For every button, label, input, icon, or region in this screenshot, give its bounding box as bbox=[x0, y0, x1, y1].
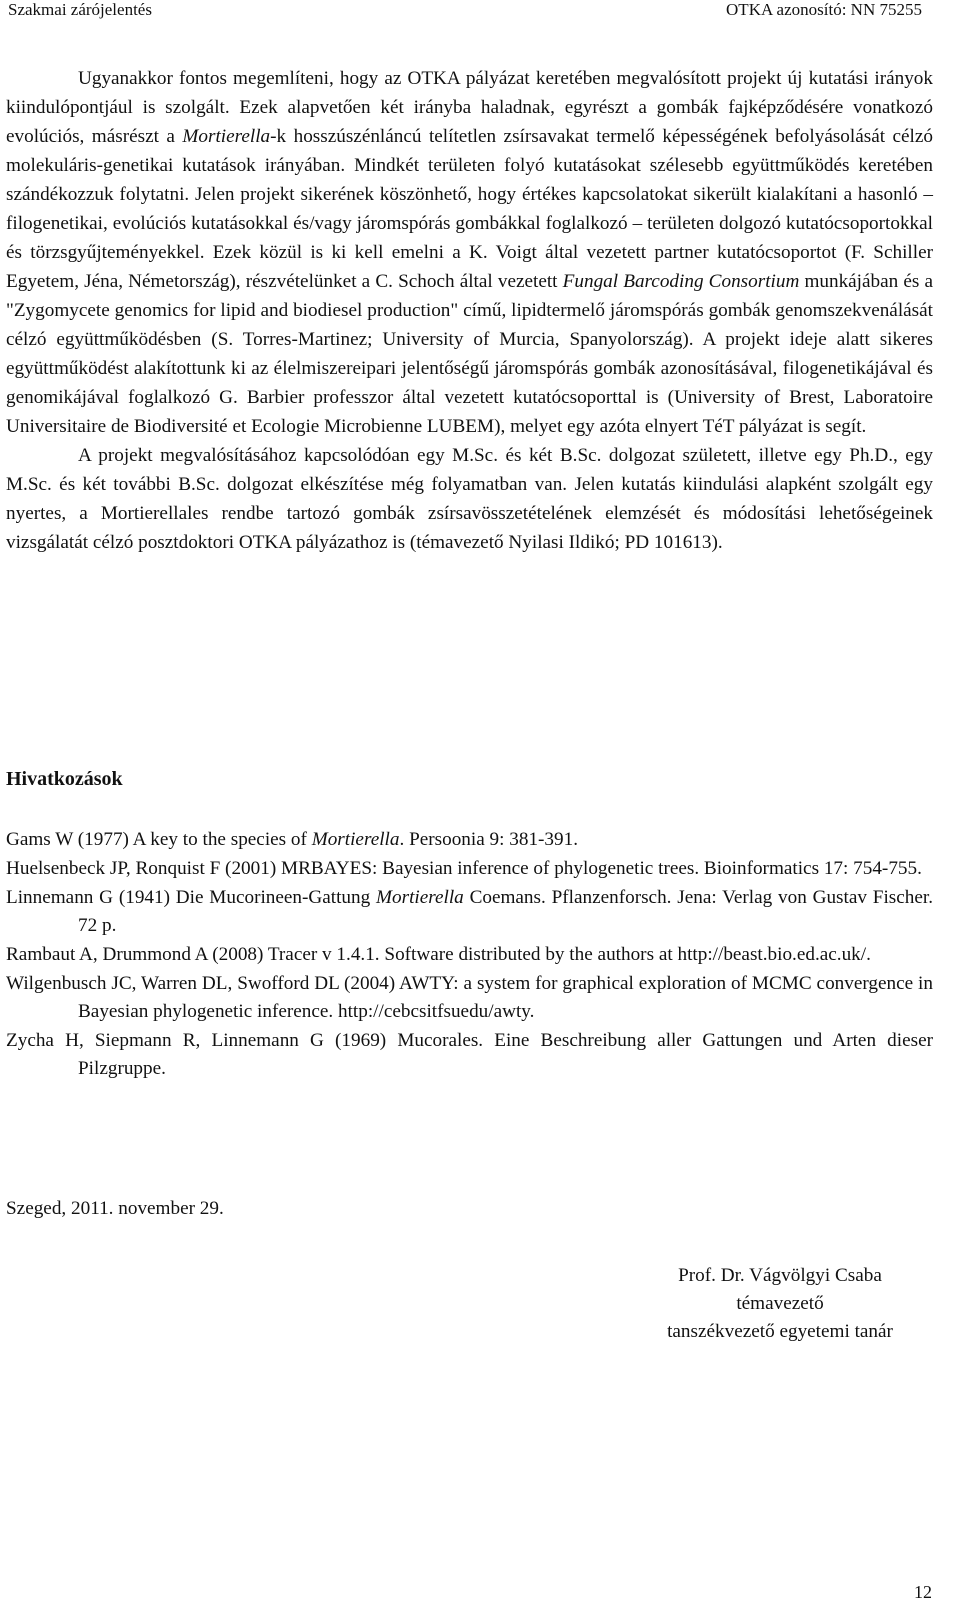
reference-italic: Mortierella bbox=[376, 887, 464, 908]
report-body bbox=[6, 64, 933, 557]
paragraph-theses: A projekt megvalósításához kapcsolódóan egy M.Sc. és két B.Sc. dolgozat született, illetve egy Ph.D., egy M.Sc. és két további B.Sc. dolgozat elkészítése még folyamatban van. Jelen kutatás kiindulási alapként szolgált egy nyertes, a Mortierellales rendbe tartozó gombák zsírsavösszetételének elemzését és módosítási lehetőségeinek vizsgálatát célzó posztdoktori OTKA pályázathoz is (témavezető Nyilasi Ildikó; PD 101613). bbox=[6, 445, 933, 553]
paragraph-collaborations bbox=[6, 64, 933, 441]
page-number: 12 bbox=[914, 1582, 932, 1602]
references-heading: Hivatkozások bbox=[6, 768, 123, 790]
reference-text: Coemans. Pflanzenforsch. Jena: Verlag von Gustav Fischer. 72 p. bbox=[78, 887, 933, 936]
signatory-name: Prof. Dr. Vágvölgyi Csaba bbox=[678, 1265, 882, 1286]
header-report-type: Szakmai zárójelentés bbox=[8, 0, 152, 19]
reference-italic: Mortierella bbox=[311, 829, 400, 850]
reference-text: Gams W (1977) A key to the species of bbox=[6, 829, 312, 850]
signatory-position: tanszékvezető egyetemi tanár bbox=[667, 1321, 893, 1342]
reference-item bbox=[6, 970, 933, 1026]
reference-item bbox=[6, 855, 933, 883]
reference-text: Zycha H, Siepmann R, Linnemann G (1969) Mucorales. Eine Beschreibung aller Gattungen und Arten dieser Pilzgruppe. bbox=[6, 1030, 933, 1079]
reference-item bbox=[6, 941, 933, 969]
text-run: Ugyanakkor fontos megemlíteni, hogy az OTKA pályázat keretében megvalósított projekt új kutatási irányok kiindulópontjául is szolgált. Ezek alapvetően két irányba haladnak, egyrészt a gombák fajképződésére vonatkozó evolúciós, másrészt a bbox=[6, 68, 933, 147]
place-and-date: Szeged, 2011. november 29. bbox=[6, 1198, 224, 1219]
reference-item bbox=[6, 884, 933, 940]
italic-consortium: Fungal Barcoding Consortium bbox=[562, 271, 800, 292]
reference-item bbox=[6, 826, 933, 854]
italic-genus: Mortierella bbox=[182, 126, 271, 147]
reference-item bbox=[6, 1027, 933, 1083]
reference-text: Rambaut A, Drummond A (2008) Tracer v 1.4.1. Software distributed by the authors at http://beast.bio.ed.ac.uk/. bbox=[6, 944, 871, 965]
text-run: munkájában és a "Zygomycete genomics for lipid and biodiesel production" című, lipidtermelő járomspórás gombák genomszekvenálását célzó együttműködésben (S. Torres-Martinez; University of Murcia, Spanyolország). A projekt ideje alatt sikeres együttműködést alakítottunk ki az élelmiszereipari jelentőségű járomspórás gombák azonosításával, filogenetikájával és genomikájával foglalkozó G. Barbier professzor által vezetett kutatócsoporttal is (University of Brest, Laboratoire Universitaire de Biodiversité et Ecologie Microbienne LUBEM), melyet egy azóta elnyert TéT pályázat is segít. bbox=[6, 271, 934, 437]
reference-text: Huelsenbeck JP, Ronquist F (2001) MRBAYES: Bayesian inference of phylogenetic trees. Bioinformatics 17: 754-755. bbox=[6, 858, 922, 879]
reference-text: Wilgenbusch JC, Warren DL, Swofford DL (2004) AWTY: a system for graphical exploration of MCMC convergence in Bayesian phylogenetic inference. http://cebcsitfsuedu/awty. bbox=[6, 973, 933, 1022]
reference-text: . Persoonia 9: 381-391. bbox=[399, 829, 579, 850]
references-list bbox=[6, 826, 933, 1084]
signature-block bbox=[600, 1262, 960, 1346]
text-run: -k hosszúszénláncú telítetlen zsírsavakat termelő képességének befolyásolását célzó molekuláris-genetikai kutatások irányában. Mindkét területen folyó kutatásokat szélesebb együttműködés keretében szándékozzuk folytatni. Jelen projekt sikerének köszönhető, hogy értékes kapcsolatokat sikerült kialakítani a hasonló – filogenetikai, evolúciós kutatásokkal és/vagy járomspórás gombákkal foglalkozó – területen dolgozó kutatócsoportokkal és törzsgyűjteményekkel. Ezek közül is ki kell emelni a K. Voigt által vezetett partner kutatócsoportot (F. Schiller Egyetem, Jéna, Németország), részvételünket a C. Schoch által vezetett bbox=[6, 126, 934, 292]
signatory-role: témavezető bbox=[736, 1293, 824, 1314]
page-header bbox=[0, 0, 960, 26]
reference-text: Linnemann G (1941) Die Mucorineen-Gattung bbox=[6, 887, 377, 908]
header-otka-id: OTKA azonosító: NN 75255 bbox=[726, 0, 922, 19]
